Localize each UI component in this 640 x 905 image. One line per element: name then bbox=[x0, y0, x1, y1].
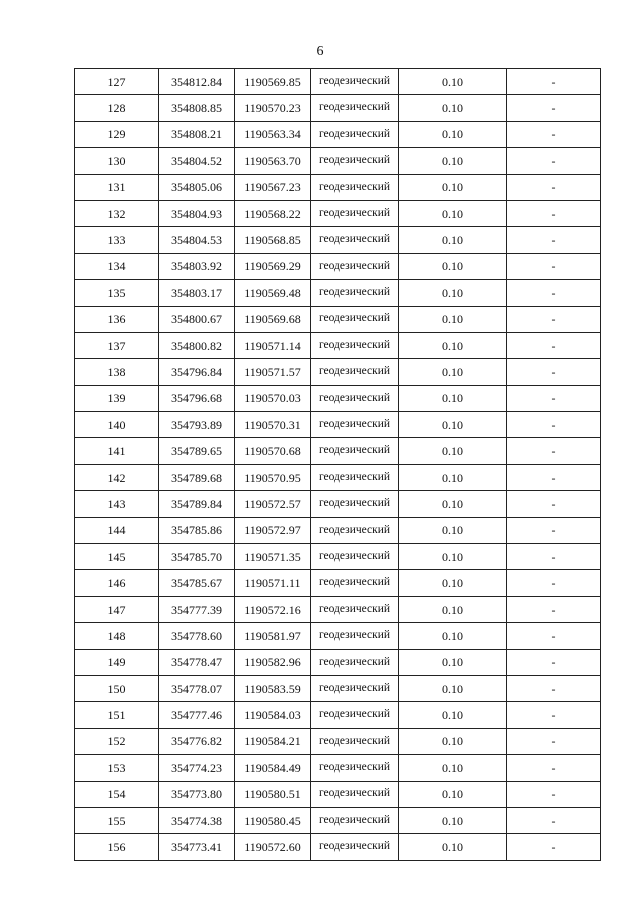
point-number-cell: 155 bbox=[75, 807, 159, 833]
y-coordinate-cell: 1190567.23 bbox=[235, 174, 311, 200]
method-cell: геодезический bbox=[311, 517, 399, 543]
y-coordinate-cell: 1190580.51 bbox=[235, 781, 311, 807]
point-number-cell: 128 bbox=[75, 95, 159, 121]
table-row bbox=[75, 781, 601, 807]
y-coordinate-cell: 1190572.60 bbox=[235, 834, 311, 860]
method-cell: геодезический bbox=[311, 755, 399, 781]
point-number-cell: 136 bbox=[75, 306, 159, 332]
point-number-cell: 145 bbox=[75, 544, 159, 570]
method-cell: геодезический bbox=[311, 280, 399, 306]
table-row bbox=[75, 570, 601, 596]
x-coordinate-cell: 354774.23 bbox=[159, 755, 235, 781]
point-number-cell: 152 bbox=[75, 728, 159, 754]
method-cell: геодезический bbox=[311, 332, 399, 358]
y-coordinate-cell: 1190571.11 bbox=[235, 570, 311, 596]
x-coordinate-cell: 354778.07 bbox=[159, 675, 235, 701]
method-cell: геодезический bbox=[311, 623, 399, 649]
table-row bbox=[75, 306, 601, 332]
point-number-cell: 154 bbox=[75, 781, 159, 807]
note-cell: - bbox=[507, 755, 601, 781]
y-coordinate-cell: 1190584.03 bbox=[235, 702, 311, 728]
table-row bbox=[75, 227, 601, 253]
y-coordinate-cell: 1190584.21 bbox=[235, 728, 311, 754]
y-coordinate-cell: 1190570.68 bbox=[235, 438, 311, 464]
method-cell: геодезический bbox=[311, 306, 399, 332]
x-coordinate-cell: 354789.68 bbox=[159, 464, 235, 490]
note-cell: - bbox=[507, 596, 601, 622]
table-row bbox=[75, 491, 601, 517]
accuracy-cell: 0.10 bbox=[399, 596, 507, 622]
table-row bbox=[75, 95, 601, 121]
note-cell: - bbox=[507, 649, 601, 675]
y-coordinate-cell: 1190572.16 bbox=[235, 596, 311, 622]
accuracy-cell: 0.10 bbox=[399, 280, 507, 306]
x-coordinate-cell: 354785.86 bbox=[159, 517, 235, 543]
note-cell: - bbox=[507, 464, 601, 490]
accuracy-cell: 0.10 bbox=[399, 95, 507, 121]
note-cell: - bbox=[507, 570, 601, 596]
y-coordinate-cell: 1190568.85 bbox=[235, 227, 311, 253]
x-coordinate-cell: 354777.39 bbox=[159, 596, 235, 622]
note-cell: - bbox=[507, 834, 601, 860]
method-cell: геодезический bbox=[311, 675, 399, 701]
table-row bbox=[75, 649, 601, 675]
x-coordinate-cell: 354776.82 bbox=[159, 728, 235, 754]
table-row bbox=[75, 675, 601, 701]
note-cell: - bbox=[507, 781, 601, 807]
point-number-cell: 129 bbox=[75, 121, 159, 147]
x-coordinate-cell: 354778.60 bbox=[159, 623, 235, 649]
y-coordinate-cell: 1190570.03 bbox=[235, 385, 311, 411]
table-row bbox=[75, 596, 601, 622]
table-row bbox=[75, 332, 601, 358]
accuracy-cell: 0.10 bbox=[399, 306, 507, 332]
note-cell: - bbox=[507, 253, 601, 279]
x-coordinate-cell: 354808.21 bbox=[159, 121, 235, 147]
method-cell: геодезический bbox=[311, 148, 399, 174]
table-row bbox=[75, 280, 601, 306]
accuracy-cell: 0.10 bbox=[399, 781, 507, 807]
method-cell: геодезический bbox=[311, 491, 399, 517]
note-cell: - bbox=[507, 491, 601, 517]
point-number-cell: 127 bbox=[75, 69, 159, 95]
accuracy-cell: 0.10 bbox=[399, 200, 507, 226]
point-number-cell: 137 bbox=[75, 332, 159, 358]
y-coordinate-cell: 1190571.14 bbox=[235, 332, 311, 358]
table-row bbox=[75, 464, 601, 490]
y-coordinate-cell: 1190569.48 bbox=[235, 280, 311, 306]
note-cell: - bbox=[507, 412, 601, 438]
x-coordinate-cell: 354785.67 bbox=[159, 570, 235, 596]
method-cell: геодезический bbox=[311, 174, 399, 200]
accuracy-cell: 0.10 bbox=[399, 675, 507, 701]
table-row bbox=[75, 253, 601, 279]
note-cell: - bbox=[507, 385, 601, 411]
point-number-cell: 148 bbox=[75, 623, 159, 649]
accuracy-cell: 0.10 bbox=[399, 834, 507, 860]
point-number-cell: 133 bbox=[75, 227, 159, 253]
x-coordinate-cell: 354800.67 bbox=[159, 306, 235, 332]
note-cell: - bbox=[507, 675, 601, 701]
y-coordinate-cell: 1190569.29 bbox=[235, 253, 311, 279]
accuracy-cell: 0.10 bbox=[399, 69, 507, 95]
note-cell: - bbox=[507, 200, 601, 226]
table-row bbox=[75, 200, 601, 226]
table-row bbox=[75, 121, 601, 147]
method-cell: геодезический bbox=[311, 781, 399, 807]
x-coordinate-cell: 354808.85 bbox=[159, 95, 235, 121]
method-cell: геодезический bbox=[311, 200, 399, 226]
y-coordinate-cell: 1190563.34 bbox=[235, 121, 311, 147]
accuracy-cell: 0.10 bbox=[399, 702, 507, 728]
x-coordinate-cell: 354773.41 bbox=[159, 834, 235, 860]
x-coordinate-cell: 354804.93 bbox=[159, 200, 235, 226]
y-coordinate-cell: 1190570.23 bbox=[235, 95, 311, 121]
accuracy-cell: 0.10 bbox=[399, 253, 507, 279]
accuracy-cell: 0.10 bbox=[399, 148, 507, 174]
method-cell: геодезический bbox=[311, 544, 399, 570]
accuracy-cell: 0.10 bbox=[399, 359, 507, 385]
table-row bbox=[75, 174, 601, 200]
accuracy-cell: 0.10 bbox=[399, 412, 507, 438]
accuracy-cell: 0.10 bbox=[399, 438, 507, 464]
x-coordinate-cell: 354793.89 bbox=[159, 412, 235, 438]
accuracy-cell: 0.10 bbox=[399, 464, 507, 490]
table-row bbox=[75, 412, 601, 438]
note-cell: - bbox=[507, 121, 601, 147]
y-coordinate-cell: 1190572.57 bbox=[235, 491, 311, 517]
point-number-cell: 143 bbox=[75, 491, 159, 517]
accuracy-cell: 0.10 bbox=[399, 544, 507, 570]
table-row bbox=[75, 728, 601, 754]
method-cell: геодезический bbox=[311, 253, 399, 279]
x-coordinate-cell: 354804.53 bbox=[159, 227, 235, 253]
method-cell: геодезический bbox=[311, 95, 399, 121]
note-cell: - bbox=[507, 280, 601, 306]
y-coordinate-cell: 1190568.22 bbox=[235, 200, 311, 226]
accuracy-cell: 0.10 bbox=[399, 570, 507, 596]
point-number-cell: 132 bbox=[75, 200, 159, 226]
point-number-cell: 146 bbox=[75, 570, 159, 596]
accuracy-cell: 0.10 bbox=[399, 649, 507, 675]
coordinates-table-body bbox=[75, 69, 601, 861]
note-cell: - bbox=[507, 359, 601, 385]
y-coordinate-cell: 1190581.97 bbox=[235, 623, 311, 649]
accuracy-cell: 0.10 bbox=[399, 517, 507, 543]
x-coordinate-cell: 354789.65 bbox=[159, 438, 235, 464]
note-cell: - bbox=[507, 807, 601, 833]
point-number-cell: 156 bbox=[75, 834, 159, 860]
accuracy-cell: 0.10 bbox=[399, 728, 507, 754]
point-number-cell: 138 bbox=[75, 359, 159, 385]
point-number-cell: 130 bbox=[75, 148, 159, 174]
table-row bbox=[75, 807, 601, 833]
y-coordinate-cell: 1190563.70 bbox=[235, 148, 311, 174]
point-number-cell: 139 bbox=[75, 385, 159, 411]
method-cell: геодезический bbox=[311, 596, 399, 622]
point-number-cell: 142 bbox=[75, 464, 159, 490]
method-cell: геодезический bbox=[311, 702, 399, 728]
method-cell: геодезический bbox=[311, 807, 399, 833]
point-number-cell: 134 bbox=[75, 253, 159, 279]
x-coordinate-cell: 354803.17 bbox=[159, 280, 235, 306]
method-cell: геодезический bbox=[311, 227, 399, 253]
y-coordinate-cell: 1190582.96 bbox=[235, 649, 311, 675]
y-coordinate-cell: 1190571.35 bbox=[235, 544, 311, 570]
y-coordinate-cell: 1190570.95 bbox=[235, 464, 311, 490]
method-cell: геодезический bbox=[311, 69, 399, 95]
note-cell: - bbox=[507, 95, 601, 121]
table-row bbox=[75, 544, 601, 570]
note-cell: - bbox=[507, 623, 601, 649]
x-coordinate-cell: 354803.92 bbox=[159, 253, 235, 279]
accuracy-cell: 0.10 bbox=[399, 385, 507, 411]
table-row bbox=[75, 148, 601, 174]
table-row bbox=[75, 755, 601, 781]
x-coordinate-cell: 354796.84 bbox=[159, 359, 235, 385]
x-coordinate-cell: 354774.38 bbox=[159, 807, 235, 833]
table-row bbox=[75, 517, 601, 543]
y-coordinate-cell: 1190580.45 bbox=[235, 807, 311, 833]
note-cell: - bbox=[507, 517, 601, 543]
point-number-cell: 153 bbox=[75, 755, 159, 781]
method-cell: геодезический bbox=[311, 385, 399, 411]
x-coordinate-cell: 354805.06 bbox=[159, 174, 235, 200]
method-cell: геодезический bbox=[311, 359, 399, 385]
table-row bbox=[75, 385, 601, 411]
x-coordinate-cell: 354773.80 bbox=[159, 781, 235, 807]
x-coordinate-cell: 354789.84 bbox=[159, 491, 235, 517]
note-cell: - bbox=[507, 728, 601, 754]
point-number-cell: 150 bbox=[75, 675, 159, 701]
method-cell: геодезический bbox=[311, 121, 399, 147]
x-coordinate-cell: 354796.68 bbox=[159, 385, 235, 411]
note-cell: - bbox=[507, 544, 601, 570]
method-cell: геодезический bbox=[311, 464, 399, 490]
table-row bbox=[75, 834, 601, 860]
x-coordinate-cell: 354785.70 bbox=[159, 544, 235, 570]
method-cell: геодезический bbox=[311, 728, 399, 754]
point-number-cell: 151 bbox=[75, 702, 159, 728]
accuracy-cell: 0.10 bbox=[399, 121, 507, 147]
accuracy-cell: 0.10 bbox=[399, 807, 507, 833]
point-number-cell: 135 bbox=[75, 280, 159, 306]
note-cell: - bbox=[507, 174, 601, 200]
note-cell: - bbox=[507, 69, 601, 95]
table-row bbox=[75, 702, 601, 728]
x-coordinate-cell: 354812.84 bbox=[159, 69, 235, 95]
point-number-cell: 140 bbox=[75, 412, 159, 438]
point-number-cell: 131 bbox=[75, 174, 159, 200]
accuracy-cell: 0.10 bbox=[399, 755, 507, 781]
y-coordinate-cell: 1190584.49 bbox=[235, 755, 311, 781]
x-coordinate-cell: 354804.52 bbox=[159, 148, 235, 174]
table-row bbox=[75, 623, 601, 649]
method-cell: геодезический bbox=[311, 570, 399, 596]
table-row bbox=[75, 69, 601, 95]
coordinates-table bbox=[74, 68, 601, 861]
point-number-cell: 144 bbox=[75, 517, 159, 543]
method-cell: геодезический bbox=[311, 834, 399, 860]
table-row bbox=[75, 359, 601, 385]
y-coordinate-cell: 1190570.31 bbox=[235, 412, 311, 438]
method-cell: геодезический bbox=[311, 649, 399, 675]
point-number-cell: 141 bbox=[75, 438, 159, 464]
y-coordinate-cell: 1190583.59 bbox=[235, 675, 311, 701]
accuracy-cell: 0.10 bbox=[399, 332, 507, 358]
method-cell: геодезический bbox=[311, 412, 399, 438]
accuracy-cell: 0.10 bbox=[399, 491, 507, 517]
accuracy-cell: 0.10 bbox=[399, 174, 507, 200]
y-coordinate-cell: 1190572.97 bbox=[235, 517, 311, 543]
note-cell: - bbox=[507, 148, 601, 174]
point-number-cell: 149 bbox=[75, 649, 159, 675]
note-cell: - bbox=[507, 702, 601, 728]
note-cell: - bbox=[507, 306, 601, 332]
x-coordinate-cell: 354777.46 bbox=[159, 702, 235, 728]
note-cell: - bbox=[507, 332, 601, 358]
y-coordinate-cell: 1190569.85 bbox=[235, 69, 311, 95]
accuracy-cell: 0.10 bbox=[399, 227, 507, 253]
point-number-cell: 147 bbox=[75, 596, 159, 622]
page-number: 6 bbox=[316, 44, 324, 59]
note-cell: - bbox=[507, 227, 601, 253]
x-coordinate-cell: 354778.47 bbox=[159, 649, 235, 675]
method-cell: геодезический bbox=[311, 438, 399, 464]
x-coordinate-cell: 354800.82 bbox=[159, 332, 235, 358]
accuracy-cell: 0.10 bbox=[399, 623, 507, 649]
y-coordinate-cell: 1190569.68 bbox=[235, 306, 311, 332]
y-coordinate-cell: 1190571.57 bbox=[235, 359, 311, 385]
table-row bbox=[75, 438, 601, 464]
note-cell: - bbox=[507, 438, 601, 464]
